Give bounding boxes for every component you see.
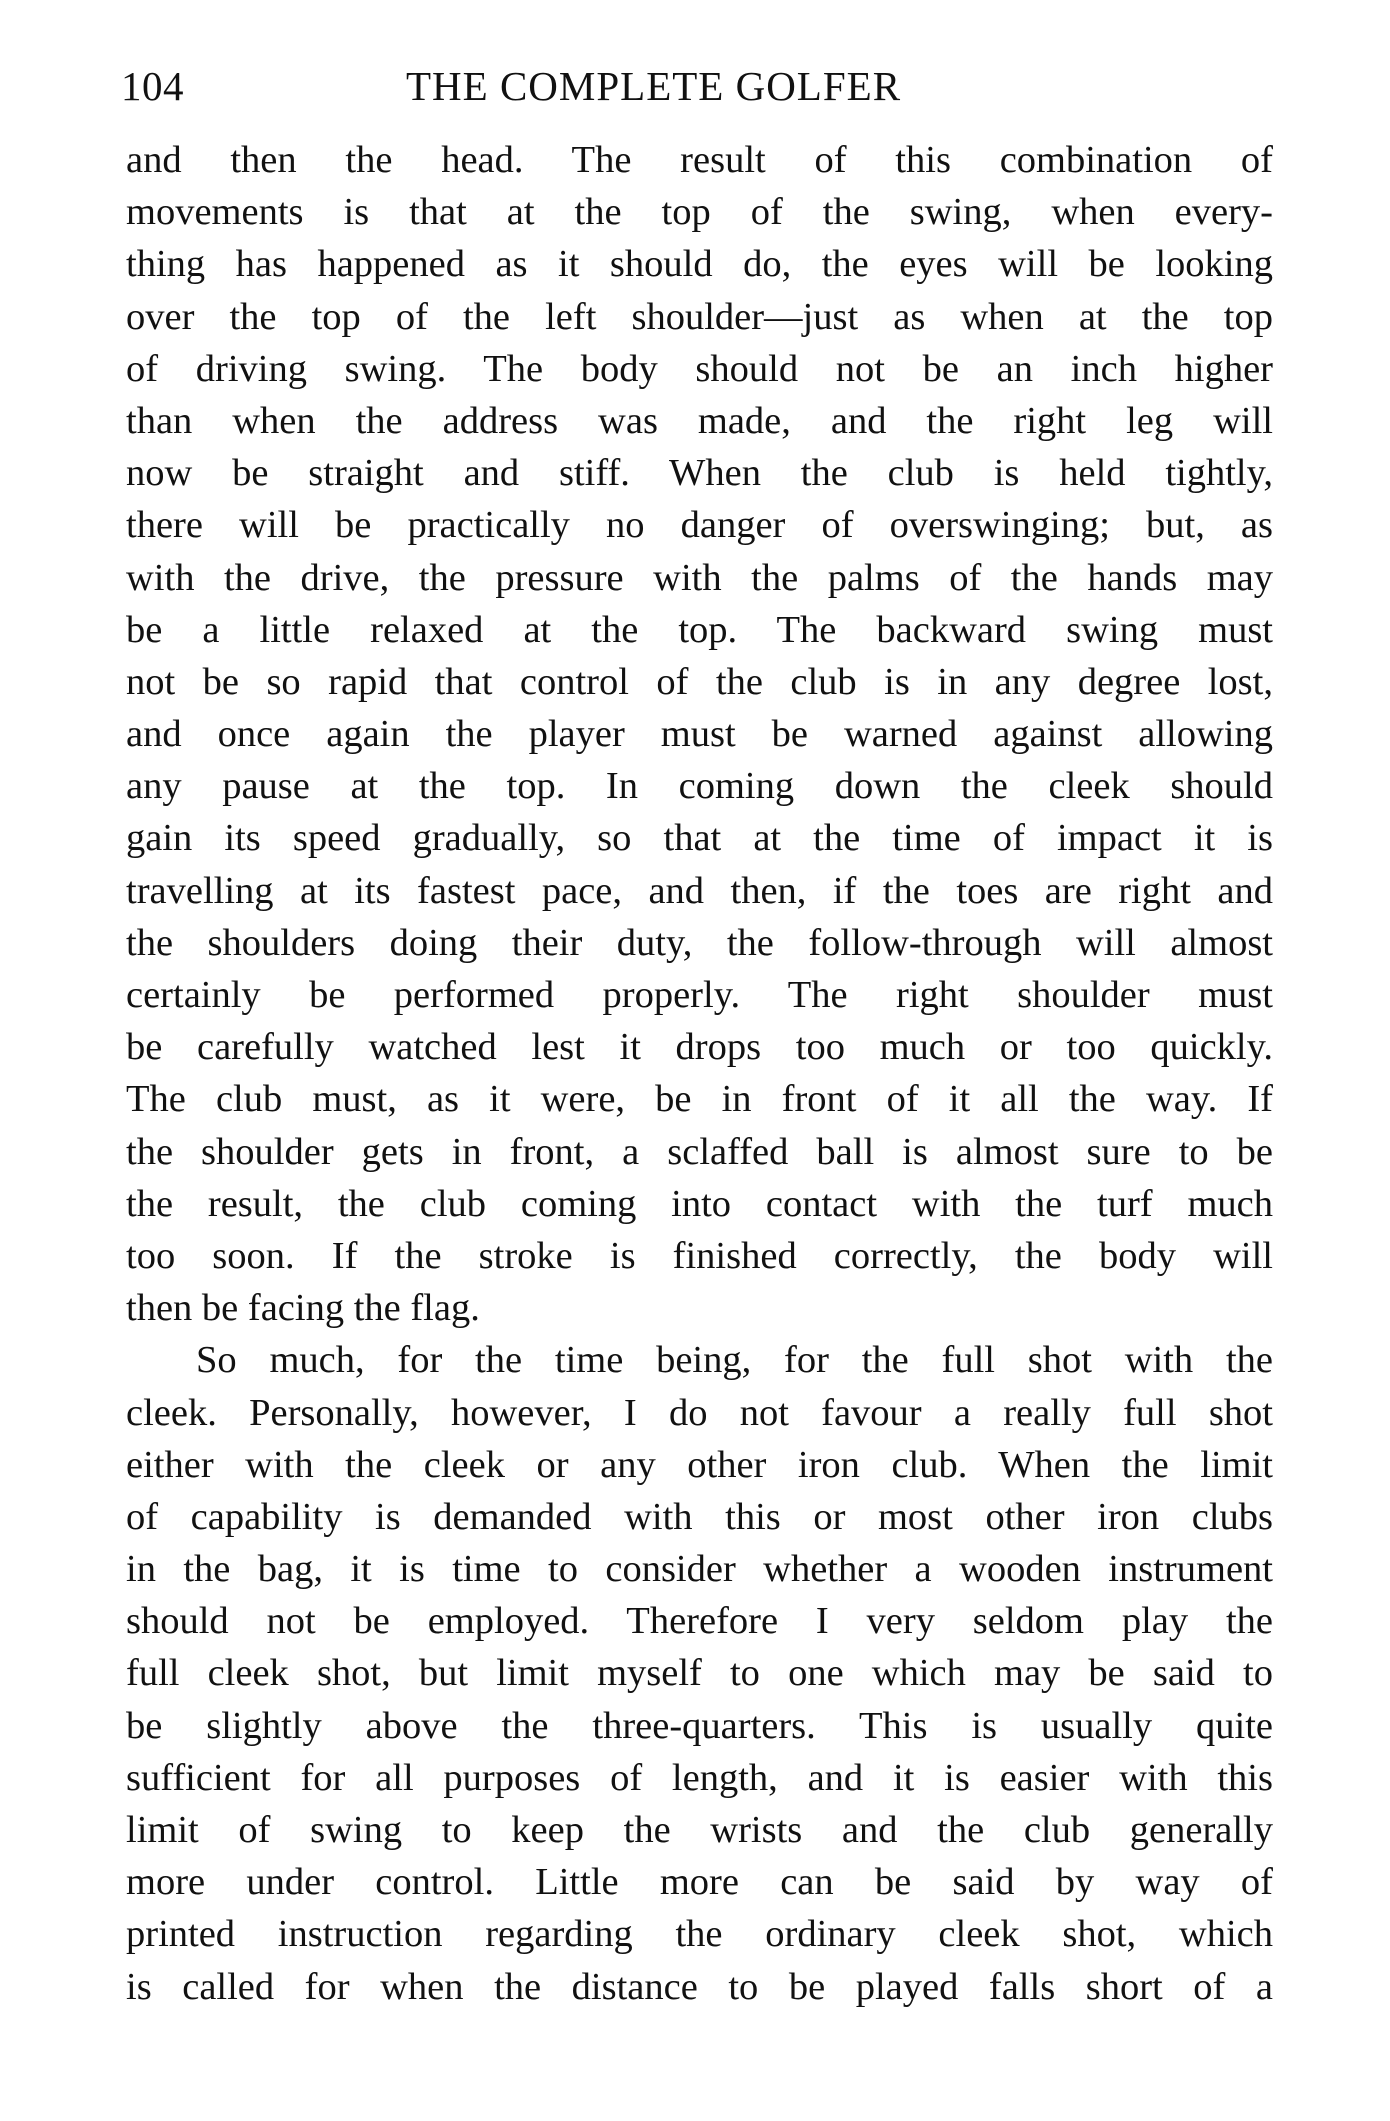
text-line: over the top of the left shoulder—just as when at the top bbox=[126, 295, 1273, 338]
running-head bbox=[121, 56, 1273, 116]
text-line: too soon. If the stroke is finished correctly, the body will bbox=[126, 1234, 1273, 1277]
text-line: not be so rapid that control of the club is in any degree lost, bbox=[126, 660, 1273, 703]
page-number: 104 bbox=[121, 63, 184, 109]
book-title: THE COMPLETE GOLFER bbox=[406, 63, 902, 109]
text-line: be carefully watched lest it drops too much or too quickly. bbox=[126, 1026, 1273, 1069]
text-line: of capability is demanded with this or most other iron clubs bbox=[126, 1495, 1273, 1538]
text-line: more under control. Little more can be said by way of bbox=[126, 1861, 1273, 1904]
text-line: cleek. Personally, however, I do not favour a really full shot bbox=[126, 1391, 1273, 1434]
body-text bbox=[126, 134, 1273, 2013]
text-line: any pause at the top. In coming down the cleek should bbox=[126, 765, 1273, 808]
text-line: the shoulders doing their duty, the follow-through will almost bbox=[126, 921, 1273, 964]
text-line: So much, for the time being, for the full shot with the bbox=[196, 1339, 1273, 1382]
text-line: in the bag, it is time to consider whether a wooden instrument bbox=[126, 1548, 1273, 1591]
text-line: the shoulder gets in front, a sclaffed ball is almost sure to be bbox=[126, 1130, 1273, 1173]
text-line: the result, the club coming into contact with the turf much bbox=[126, 1182, 1273, 1225]
text-line: full cleek shot, but limit myself to one which may be said to bbox=[126, 1652, 1273, 1695]
text-line: printed instruction regarding the ordinary cleek shot, which bbox=[126, 1913, 1273, 1956]
text-line: movements is that at the top of the swing, when every- bbox=[126, 191, 1273, 234]
text-line: limit of swing to keep the wrists and the club generally bbox=[126, 1809, 1273, 1851]
text-line: The club must, as it were, be in front of it all the way. If bbox=[126, 1078, 1273, 1121]
paragraph bbox=[126, 1334, 1273, 2012]
text-line: is called for when the distance to be played falls short of a bbox=[126, 1965, 1273, 2008]
text-line: travelling at its fastest pace, and then, if the toes are right and bbox=[126, 869, 1273, 912]
text-line: and then the head. The result of this combination of bbox=[126, 139, 1273, 181]
text-line: and once again the player must be warned against allowing bbox=[126, 713, 1273, 756]
text-line: then be facing the flag. bbox=[126, 1287, 480, 1330]
text-line: sufficient for all purposes of length, and it is easier with this bbox=[126, 1756, 1273, 1799]
text-line: be a little relaxed at the top. The backward swing must bbox=[126, 608, 1273, 651]
text-line: there will be practically no danger of overswinging; but, as bbox=[126, 504, 1273, 547]
text-line: gain its speed gradually, so that at the time of impact it is bbox=[126, 817, 1273, 860]
text-line: thing has happened as it should do, the eyes will be looking bbox=[126, 243, 1273, 286]
text-line: than when the address was made, and the right leg will bbox=[126, 399, 1273, 442]
text-line: with the drive, the pressure with the palms of the hands may bbox=[126, 556, 1273, 599]
text-line: certainly be performed properly. The right shoulder must bbox=[126, 974, 1273, 1016]
text-line: either with the cleek or any other iron club. When the limit bbox=[126, 1443, 1273, 1486]
text-line: now be straight and stiff. When the club is held tightly, bbox=[126, 452, 1273, 495]
text-line: should not be employed. Therefore I very seldom play the bbox=[126, 1600, 1273, 1643]
text-line: of driving swing. The body should not be an inch higher bbox=[126, 347, 1273, 390]
paragraph bbox=[126, 134, 1273, 1334]
text-line: be slightly above the three-quarters. This is usually quite bbox=[126, 1704, 1273, 1747]
